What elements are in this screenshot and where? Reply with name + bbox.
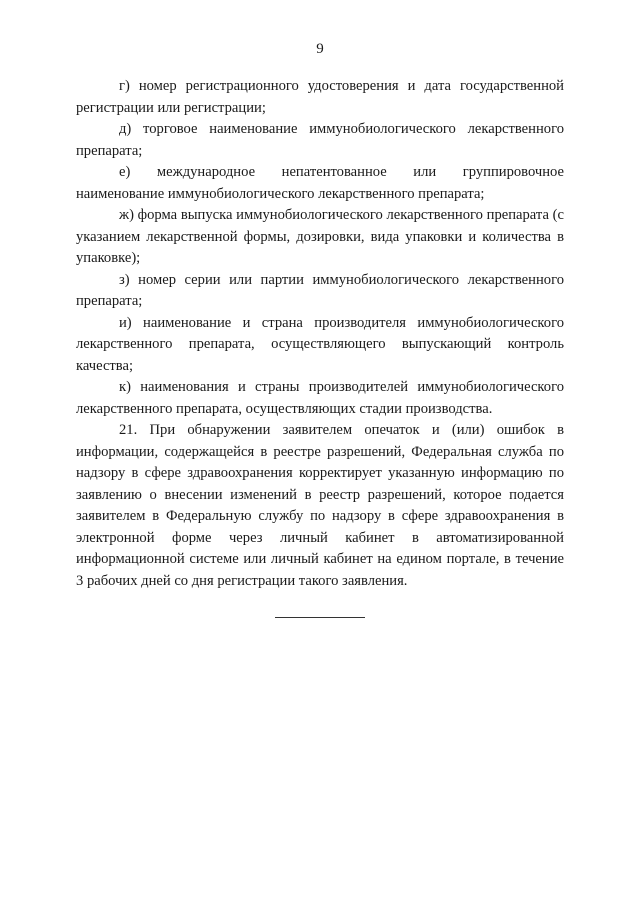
paragraph-item-k: к) наименования и страны производителей иммунобиологического лекарственного препарата, осуществляющих стадии производства. (76, 379, 564, 417)
document-body (76, 76, 564, 592)
paragraph-item-zh: ж) форма выпуска иммунобиологического лекарственного препарата (с указанием лекарственной формы, дозировки, вида упаковки и количества в упаковке); (76, 207, 564, 266)
page-number: 9 (316, 41, 324, 57)
paragraph-item-e: е) международное непатентованное или группировочное наименование иммунобиологического лекарственного препарата; (76, 164, 564, 202)
paragraph-item-i: и) наименование и страна производителя иммунобиологического лекарственного препарата, осуществляющего выпускающий контроль качества; (76, 314, 564, 374)
paragraph-item-z: з) номер серии или партии иммунобиологического лекарственного препарата; (76, 271, 564, 309)
paragraph-clause-21: 21. При обнаружении заявителем опечаток и (или) ошибок в информации, содержащейся в реестре разрешений, Федеральная служба по надзору в сфере здравоохранения корректирует указанную информацию по заявлению о внесении изменений в реестр разрешений, которое подается заявителем в Федеральную службу по надзору в сфере здравоохранения в электронной форме через личный кабинет в автоматизированной информационной системе или личный кабинет на едином портале, в течение 3 рабочих дней со дня регистрации такого заявления. (76, 422, 564, 589)
end-separator-line (275, 617, 365, 618)
paragraph-item-d: д) торговое наименование иммунобиологического лекарственного препарата; (76, 121, 564, 159)
paragraph-item-g: г) номер регистрационного удостоверения и дата государственной регистрации или регистрации; (76, 78, 564, 116)
